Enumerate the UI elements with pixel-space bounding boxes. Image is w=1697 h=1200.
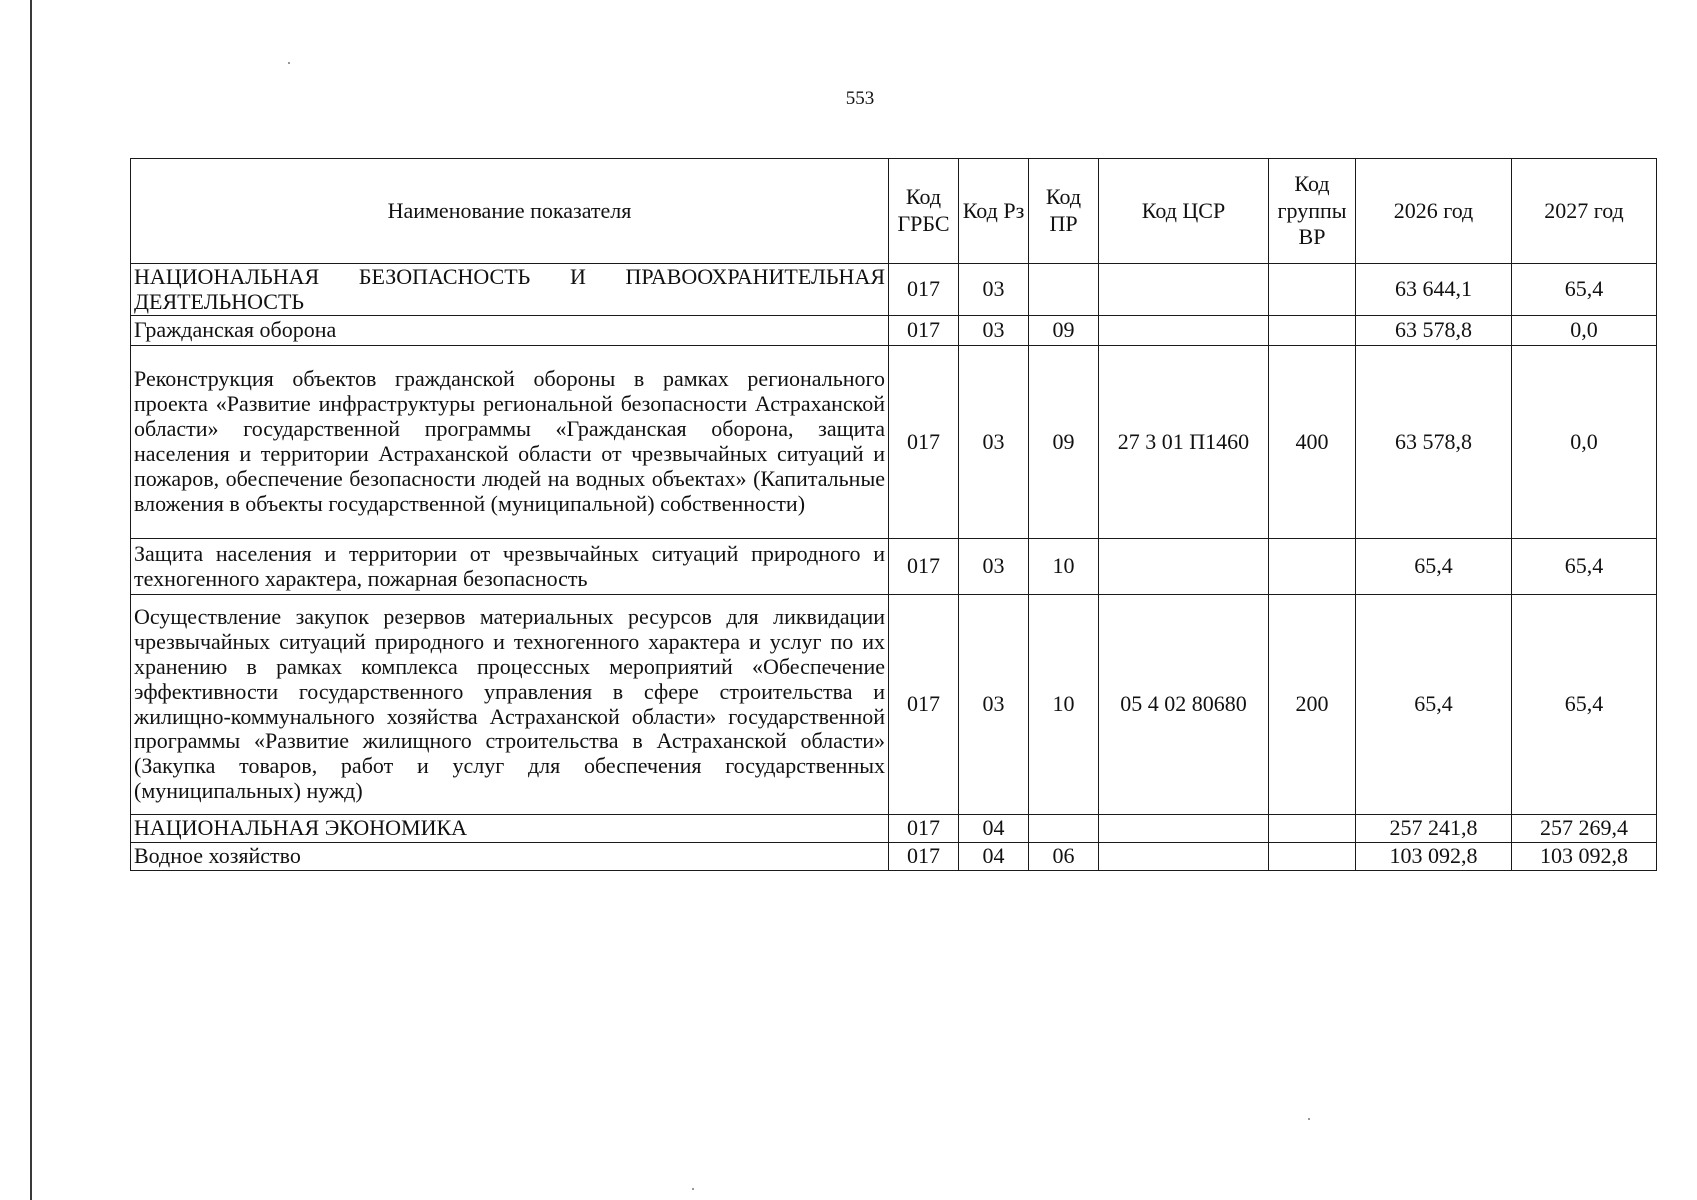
row-csr <box>1099 264 1269 316</box>
row-grbs: 017 <box>889 595 959 815</box>
row-pr: 09 <box>1029 346 1099 539</box>
table-row <box>131 346 1657 539</box>
row-csr <box>1099 539 1269 595</box>
row-rz: 03 <box>959 539 1029 595</box>
budget-table <box>130 158 1657 871</box>
row-vr: 400 <box>1269 346 1356 539</box>
header-grbs: Код ГРБС <box>889 159 959 264</box>
row-pr <box>1029 815 1099 843</box>
row-name: НАЦИОНАЛЬНАЯ ЭКОНОМИКА <box>131 815 889 843</box>
header-vr: Код группы ВР <box>1269 159 1356 264</box>
table-row <box>131 843 1657 871</box>
row-rz: 03 <box>959 595 1029 815</box>
scan-speck <box>288 62 290 64</box>
table-row <box>131 316 1657 346</box>
row-2026: 103 092,8 <box>1356 843 1512 871</box>
row-vr: 200 <box>1269 595 1356 815</box>
table-row <box>131 815 1657 843</box>
row-grbs: 017 <box>889 316 959 346</box>
row-csr: 27 3 01 П1460 <box>1099 346 1269 539</box>
row-grbs: 017 <box>889 346 959 539</box>
header-2027: 2027 год <box>1512 159 1657 264</box>
row-pr: 10 <box>1029 595 1099 815</box>
row-2027: 0,0 <box>1512 346 1657 539</box>
row-pr: 09 <box>1029 316 1099 346</box>
row-2027: 65,4 <box>1512 595 1657 815</box>
header-pr: Код ПР <box>1029 159 1099 264</box>
scan-edge-line <box>30 0 32 1200</box>
row-grbs: 017 <box>889 539 959 595</box>
row-grbs: 017 <box>889 815 959 843</box>
row-rz: 04 <box>959 815 1029 843</box>
scan-speck <box>692 1188 694 1190</box>
table-header-row <box>131 159 1657 264</box>
row-csr <box>1099 316 1269 346</box>
header-rz: Код Рз <box>959 159 1029 264</box>
header-name: Наименование показателя <box>131 159 889 264</box>
page-number: 553 <box>845 88 875 109</box>
row-2026: 65,4 <box>1356 595 1512 815</box>
row-name: Реконструкция объектов гражданской обороны в рамках регионального проекта «Развитие инфраструктуры региональной безопасности Астраханской области» государственной программы «Гражданская оборона, защита населения и территории Астраханской области от чрезвычайных ситуаций и пожаров, обеспечение безопасности людей на водных объектах» (Капитальные вложения в объекты государственной (муниципальной) собственности) <box>131 346 889 539</box>
row-name: НАЦИОНАЛЬНАЯ БЕЗОПАСНОСТЬ И ПРАВООХРАНИТЕЛЬНАЯ ДЕЯТЕЛЬНОСТЬ <box>131 264 889 316</box>
row-2027: 0,0 <box>1512 316 1657 346</box>
row-pr: 06 <box>1029 843 1099 871</box>
row-2027: 257 269,4 <box>1512 815 1657 843</box>
row-2027: 65,4 <box>1512 539 1657 595</box>
row-name: Осуществление закупок резервов материальных ресурсов для ликвидации чрезвычайных ситуаций природного и техногенного характера и услуг по их хранению в рамках комплекса процессных мероприятий «Обеспечение эффективности государственного управления в сфере строительства и жилищно-коммунального хозяйства Астраханской области» государственной программы «Развитие жилищного строительства в Астраханской области» (Закупка товаров, работ и услуг для обеспечения государственных (муниципальных) нужд) <box>131 595 889 815</box>
row-rz: 03 <box>959 346 1029 539</box>
row-vr <box>1269 539 1356 595</box>
row-2026: 63 578,8 <box>1356 346 1512 539</box>
row-name: Защита населения и территории от чрезвычайных ситуаций природного и техногенного характера, пожарная безопасность <box>131 539 889 595</box>
table-row <box>131 539 1657 595</box>
row-csr: 05 4 02 80680 <box>1099 595 1269 815</box>
row-pr <box>1029 264 1099 316</box>
table-row <box>131 595 1657 815</box>
row-vr <box>1269 843 1356 871</box>
row-vr <box>1269 815 1356 843</box>
row-vr <box>1269 264 1356 316</box>
row-csr <box>1099 815 1269 843</box>
row-grbs: 017 <box>889 843 959 871</box>
row-rz: 04 <box>959 843 1029 871</box>
header-2026: 2026 год <box>1356 159 1512 264</box>
row-pr: 10 <box>1029 539 1099 595</box>
table-row <box>131 264 1657 316</box>
row-2026: 63 644,1 <box>1356 264 1512 316</box>
row-2027: 65,4 <box>1512 264 1657 316</box>
row-2027: 103 092,8 <box>1512 843 1657 871</box>
row-2026: 63 578,8 <box>1356 316 1512 346</box>
row-csr <box>1099 843 1269 871</box>
row-rz: 03 <box>959 264 1029 316</box>
row-rz: 03 <box>959 316 1029 346</box>
row-name: Гражданская оборона <box>131 316 889 346</box>
scan-speck <box>1308 1118 1310 1120</box>
row-2026: 257 241,8 <box>1356 815 1512 843</box>
row-grbs: 017 <box>889 264 959 316</box>
row-vr <box>1269 316 1356 346</box>
row-name: Водное хозяйство <box>131 843 889 871</box>
header-csr: Код ЦСР <box>1099 159 1269 264</box>
row-2026: 65,4 <box>1356 539 1512 595</box>
